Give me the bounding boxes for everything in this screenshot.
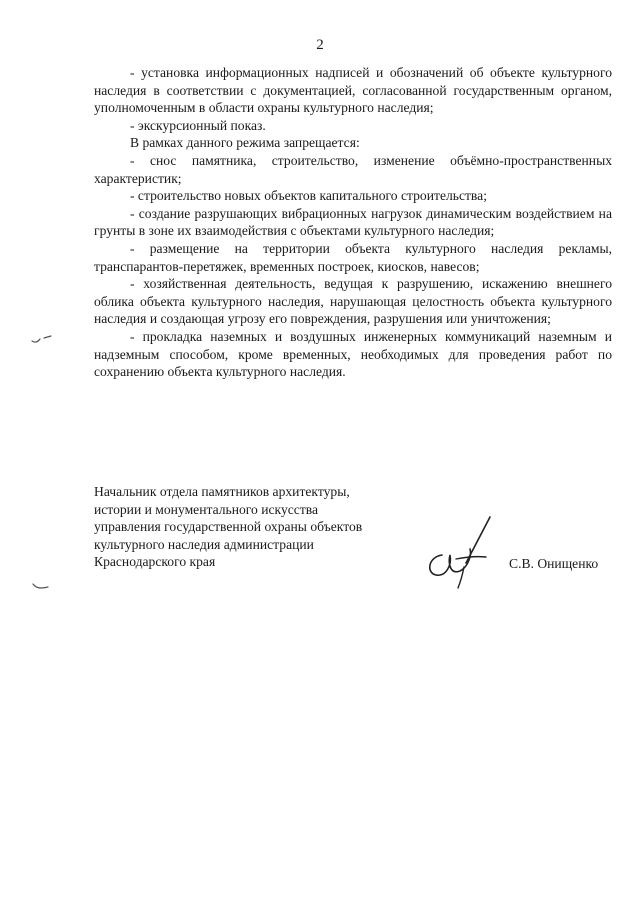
paragraph: - установка информационных надписей и обозначений об объекте культурного наследия в соответствии с документацией, согласованной государственным органом, уполномоченным в области охраны культурного наследия; — [94, 65, 612, 116]
position-line: культурного наследия администрации — [94, 536, 314, 552]
document-body — [94, 64, 612, 381]
signatory-position — [94, 483, 414, 571]
paragraph: В рамках данного режима запрещается: — [130, 135, 360, 151]
position-line: истории и монументального искусства — [94, 501, 319, 517]
signer-name: С.В. Онищенко — [509, 556, 599, 571]
page-number: 2 — [316, 37, 324, 53]
paragraph: - создание разрушающих вибрационных нагрузок динамическим воздействием на грунты в зоне их взаимодействия с объектами культурного наследия; — [94, 205, 612, 239]
position-line: Начальник отдела памятников архитектуры, — [94, 484, 350, 499]
paragraph: - размещение на территории объекта культурного наследия рекламы, транспарантов-перетяжек, временных построек, киосков, навесов; — [94, 240, 612, 274]
handwritten-signature — [420, 515, 492, 590]
scan-artifact-mark — [30, 580, 54, 594]
paragraph: - экскурсионный показ. — [130, 117, 266, 133]
scan-artifact-mark — [30, 333, 54, 347]
paragraph: - снос памятника, строительство, изменение объёмно-пространственных характеристик; — [94, 152, 612, 186]
position-line: Краснодарского края — [94, 554, 216, 570]
position-line: управления государственной охраны объектов — [94, 519, 363, 535]
paragraph: - хозяйственная деятельность, ведущая к разрушению, искажению внешнего облика объекта культурного наследия, нарушающая целостность объекта культурного наследия и создающая угрозу его повреждения, разрушения или уничтожения; — [94, 276, 612, 327]
paragraph: - прокладка наземных и воздушных инженерных коммуникаций наземным и надземным способом, кроме временных, необходимых для проведения работ по сохранению объекта культурного наследия. — [94, 328, 612, 380]
paragraph: - строительство новых объектов капитального строительства; — [130, 188, 487, 204]
